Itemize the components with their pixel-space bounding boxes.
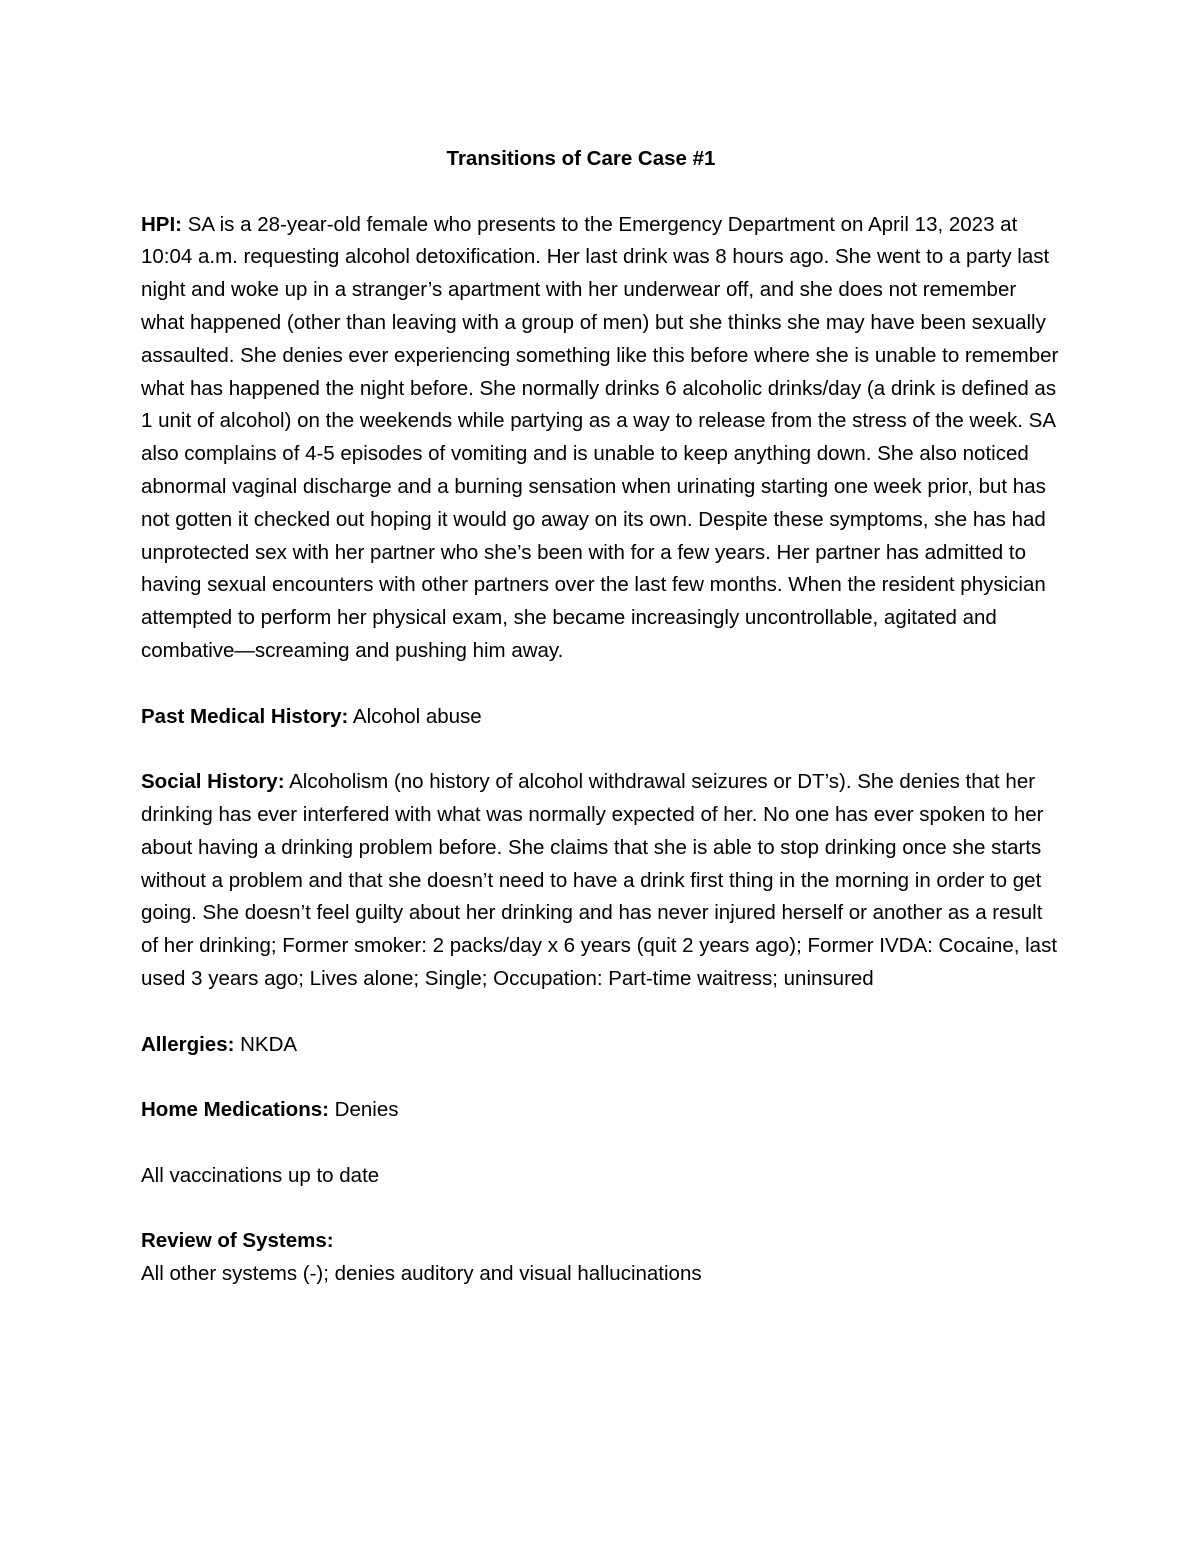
allergies-section — [141, 1029, 1061, 1062]
review-of-systems-text: All other systems (-); denies auditory and visual hallucinations — [141, 1262, 702, 1286]
allergies-label: Allergies: — [141, 1032, 235, 1056]
review-of-systems-label: Review of Systems: — [141, 1229, 334, 1253]
social-history-section — [141, 766, 1061, 996]
review-of-systems-section — [141, 1225, 1061, 1291]
document-body — [141, 143, 1061, 1324]
past-medical-history-text: Alcohol abuse — [352, 704, 482, 728]
vaccinations-text: All vaccinations up to date — [141, 1163, 380, 1187]
document-title: Transitions of Care Case #1 — [446, 147, 716, 170]
hpi-text: SA is a 28-year-old female who presents to the Emergency Department on April 13, 2023 at 10:04 a.m. requesting alcohol detoxification. Her last drink was 8 hours ago. She went to a party last night and woke up in a stranger’s apartment with her underwear off, and she does not remember what happened (other than leaving with a group of men) but she thinks she may have been sexually assaulted. She denies ever experiencing something like this before where she is unable to remember what has happened the night before. She normally drinks 6 alcoholic drinks/day (a drink is defined as 1 unit of alcohol) on the weekends while partying as a way to release from the stress of the week. SA also complains of 4-5 episodes of vomiting and is unable to keep anything down. She also noticed abnormal vaginal discharge and a burning sensation when urinating starting one week prior, but has not gotten it checked out hoping it would go away on its own. Despite these symptoms, she has had unprotected sex with her partner who she’s been with for a few years. Her partner has admitted to having sexual encounters with other partners over the last few months. When the resident physician attempted to perform her physical exam, she became increasingly uncontrollable, agitated and combative—screaming and pushing him away. — [141, 212, 1059, 662]
home-medications-text: Denies — [334, 1098, 399, 1122]
allergies-text: NKDA — [240, 1032, 298, 1056]
home-medications-label: Home Medications: — [141, 1098, 329, 1122]
past-medical-history-section — [141, 701, 1061, 734]
past-medical-history-label: Past Medical History: — [141, 704, 349, 728]
social-history-text: Alcoholism (no history of alcohol withdrawal seizures or DT’s). She denies that her drinking has ever interfered with what was normally expected of her. No one has ever spoken to her about having a drinking problem before. She claims that she is able to stop drinking once she starts without a problem and that she doesn’t need to have a drink first thing in the morning in order to get going. She doesn’t feel guilty about her drinking and has never injured herself or another as a result of her drinking; Former smoker: 2 packs/day x 6 years (quit 2 years ago); Former IVDA: Cocaine, last used 3 years ago; Lives alone; Single; Occupation: Part-time waitress; uninsured — [141, 770, 1058, 990]
home-medications-section — [141, 1094, 1061, 1127]
hpi-label: HPI: — [141, 212, 182, 236]
social-history-label: Social History: — [141, 770, 285, 794]
hpi-section — [141, 209, 1061, 668]
